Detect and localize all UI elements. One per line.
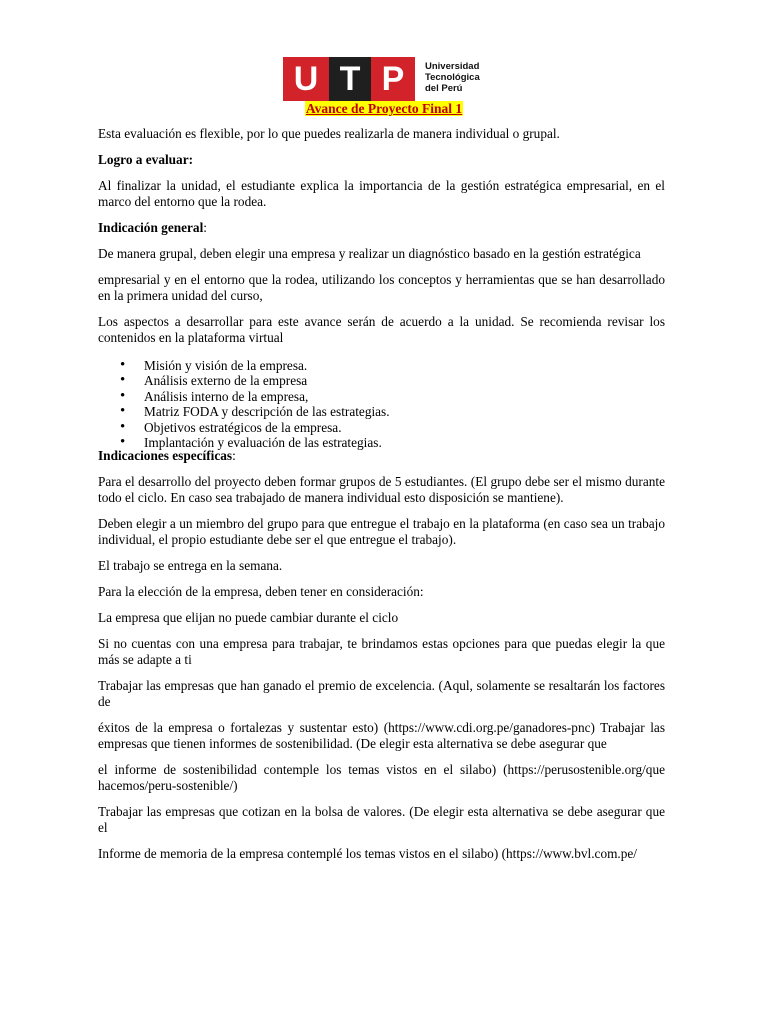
especificas-paragraph-10: Trabajar las empresas que cotizan en la bolsa de valores. (De elegir esta alternativa se debe asegurar que el (98, 804, 665, 836)
indicacion-general-heading (98, 220, 665, 236)
especificas-paragraph-9: el informe de sostenibilidad contemple los temas vistos en el silabo) (https://perusostenible.org/que hacemos/peru-sostenible/) (98, 762, 665, 794)
especificas-paragraph-7: Trabajar las empresas que han ganado el premio de excelencia. (Aqul, solamente se resaltarán los factores de (98, 678, 665, 710)
logo-text-line: del Perú (425, 83, 463, 94)
logo-letter-p: P (371, 57, 415, 101)
aspects-list (98, 358, 665, 450)
logo-university-name (425, 61, 495, 94)
document-title (0, 100, 768, 118)
logro-heading-text: Logro a evaluar: (98, 152, 194, 167)
heading-colon: : (232, 448, 236, 464)
logro-heading (98, 152, 665, 168)
indicaciones-especificas-heading (98, 448, 665, 464)
general-paragraph-1: De manera grupal, deben elegir una empresa y realizar un diagnóstico basado en la gestión estratégica (98, 246, 641, 261)
list-item: • Análisis externo de la empresa (144, 373, 665, 388)
list-item: • Matriz FODA y descripción de las estrategias. (144, 404, 665, 419)
especificas-paragraph-6: Si no cuentas con una empresa para trabajar, te brindamos estas opciones para que puedas elegir la que más se adapte a ti (98, 636, 665, 668)
logo-letter-u: U (283, 57, 329, 101)
list-item: • Implantación y evaluación de las estrategias. (144, 435, 665, 450)
list-item: • Objetivos estratégicos de la empresa. (144, 420, 665, 435)
logo-text-line: Tecnológica (425, 72, 480, 83)
logo-text-line: Universidad (425, 61, 480, 72)
list-item: • Misión y visión de la empresa. (144, 358, 665, 373)
logro-paragraph: Al finalizar la unidad, el estudiante explica la importancia de la gestión estratégica empresarial, en el marco del entorno que la rodea. (98, 178, 665, 209)
especificas-paragraph-8: éxitos de la empresa o fortalezas y sustentar esto) (https://www.cdi.org.pe/ganadores-pnc) Trabajar las empresas que tienen informes de sostenibilidad. (De elegir esta alternativa se debe asegurar que (98, 720, 665, 752)
general-paragraph-3: Los aspectos a desarrollar para este avance serán de acuerdo a la unidad. Se recomienda revisar los contenidos en la plataforma virtual (98, 314, 665, 345)
list-item: • Análisis interno de la empresa, (144, 389, 665, 404)
utp-logo (283, 57, 488, 101)
especificas-paragraph-4: Para la elección de la empresa, deben tener en consideración: (98, 584, 424, 600)
document-title-text: Avance de Proyecto Final 1 (305, 101, 463, 116)
indicacion-heading-text: Indicación general (98, 220, 204, 235)
document-body (98, 126, 665, 872)
logo-letter-t: T (329, 57, 371, 101)
especificas-paragraph-1: Para el desarrollo del proyecto deben formar grupos de 5 estudiantes. (El grupo debe ser el mismo durante todo el ciclo. En caso sea trabajado de manera individual esto disposición se mantiene). (98, 474, 665, 506)
intro-paragraph: Esta evaluación es flexible, por lo que puedes realizarla de manera individual o grupal. (98, 126, 560, 141)
especificas-paragraph-2: Deben elegir a un miembro del grupo para que entregue el trabajo en la plataforma (en caso sea un trabajo individual, el propio estudiante debe ser el que entregue el trabajo). (98, 516, 665, 548)
especificas-paragraph-5: La empresa que elijan no puede cambiar durante el ciclo (98, 610, 399, 626)
heading-colon: : (203, 220, 207, 235)
logo-letter-blocks (283, 57, 415, 101)
especificas-paragraph-3: El trabajo se entrega en la semana. (98, 558, 283, 574)
especificas-paragraph-11: Informe de memoria de la empresa contemplé los temas vistos en el silabo) (https://www.bvl.com.pe/ (98, 846, 637, 862)
especificas-heading-text: Indicaciones específicas (98, 448, 233, 464)
general-paragraph-2: empresarial y en el entorno que la rodea, utilizando los conceptos y herramientas que se han desarrollado en la primera unidad del curso, (98, 272, 665, 303)
